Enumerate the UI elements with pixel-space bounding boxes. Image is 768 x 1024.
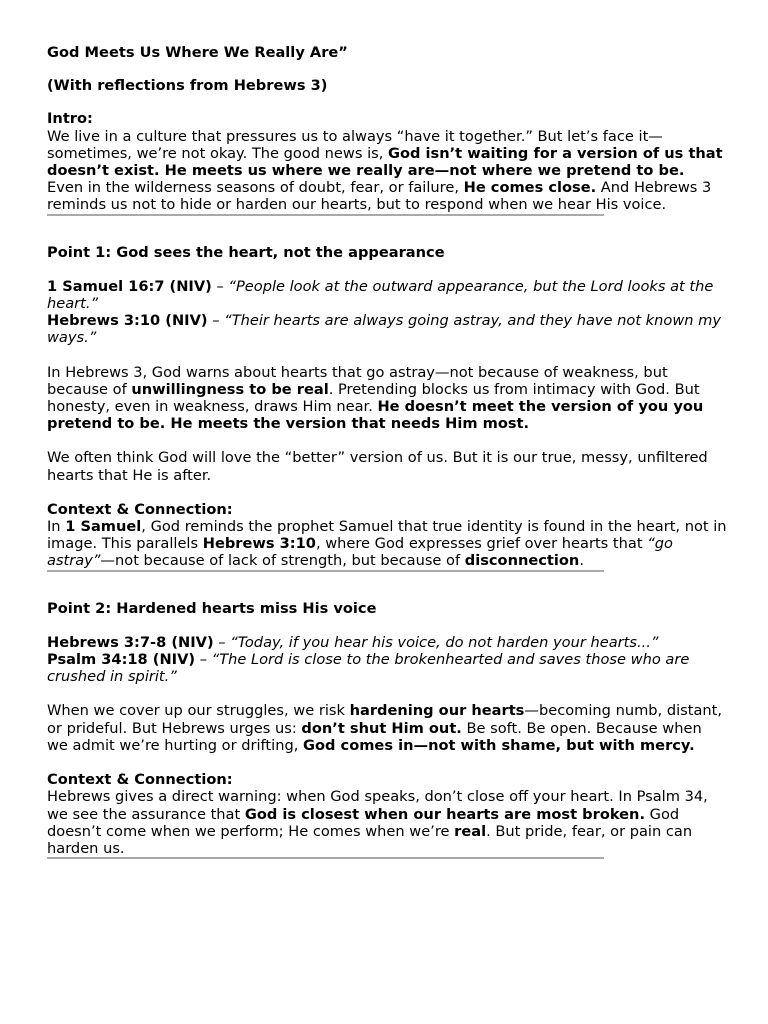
intro-paragraph-1: We live in a culture that pressures us to always “have it together.” But let’s face it—sometimes, we’re not okay. The good news is, God isn’t waiting for a version of us that doesn’t exist. He meets us where we really are—not where we pretend to be. (47, 127, 723, 180)
intro-paragraph-2: Even in the wilderness seasons of doubt, fear, or failure, He comes close. And Hebrews 3 reminds us not to hide or harden our hearts, but to respond when we hear His voice. (47, 179, 712, 214)
point1-scripture-1: 1 Samuel 16:7 (NIV) – “People look at the outward appearance, but the Lord looks at the heart.” (47, 277, 714, 313)
point1-scripture-2: Hebrews 3:10 (NIV) – “Their hearts are always going astray, and they have not known my ways.” (47, 312, 721, 347)
intro-heading: Intro: (47, 110, 93, 128)
point2-heading: Point 2: Hardened hearts miss His voice (47, 599, 377, 617)
document-body (47, 44, 727, 859)
point1-paragraph-2: We often think God will love the “better” version of us. But it is our true, messy, unfiltered hearts that He is after. (47, 449, 708, 484)
section-divider (47, 214, 604, 216)
section-divider (47, 570, 604, 572)
point1-heading: Point 1: God sees the heart, not the appearance (47, 243, 445, 261)
document-subtitle: (With reflections from Hebrews 3) (47, 77, 328, 95)
point2-paragraph-1: When we cover up our struggles, we risk hardening our hearts—becoming numb, distant, or prideful. But Hebrews urges us: don’t shut Him out. Be soft. Be open. Because when we admit we’re hurting or drifting, God comes in—not with shame, but with mercy. (47, 702, 723, 754)
point1-context-heading: Context & Connection: (47, 500, 233, 518)
point2-scripture-2: Psalm 34:18 (NIV) – “The Lord is close to the brokenhearted and saves those who are crushed in spirit.” (47, 651, 690, 686)
point2-context-heading: Context & Connection: (47, 771, 233, 789)
document-title: God Meets Us Where We Really Are” (47, 44, 348, 61)
section-divider (47, 857, 604, 859)
point1-paragraph-1: In Hebrews 3, God warns about hearts that go astray—not because of weakness, but because of unwillingness to be real. Pretending blocks us from intimacy with God. But honesty, even in weakness, draws Him near. He doesn’t meet the version of you you pretend to be. He meets the version that needs Him most. (47, 363, 704, 433)
point2-scripture-1: Hebrews 3:7-8 (NIV) – “Today, if you hear his voice, do not harden your hearts...” (47, 633, 659, 651)
point2-context-paragraph: Hebrews gives a direct warning: when God speaks, don’t close off your heart. In Psalm 34, we see the assurance that God is closest when our hearts are most broken. God doesn’t come when we perform; He comes when we’re real. But pride, fear, or pain can harden us. (47, 788, 708, 857)
point1-context-paragraph: In 1 Samuel, God reminds the prophet Samuel that true identity is found in the heart, not in image. This parallels Hebrews 3:10, where God expresses grief over hearts that “go astray”—not because of lack of strength, but because of disconnection. (47, 518, 727, 570)
